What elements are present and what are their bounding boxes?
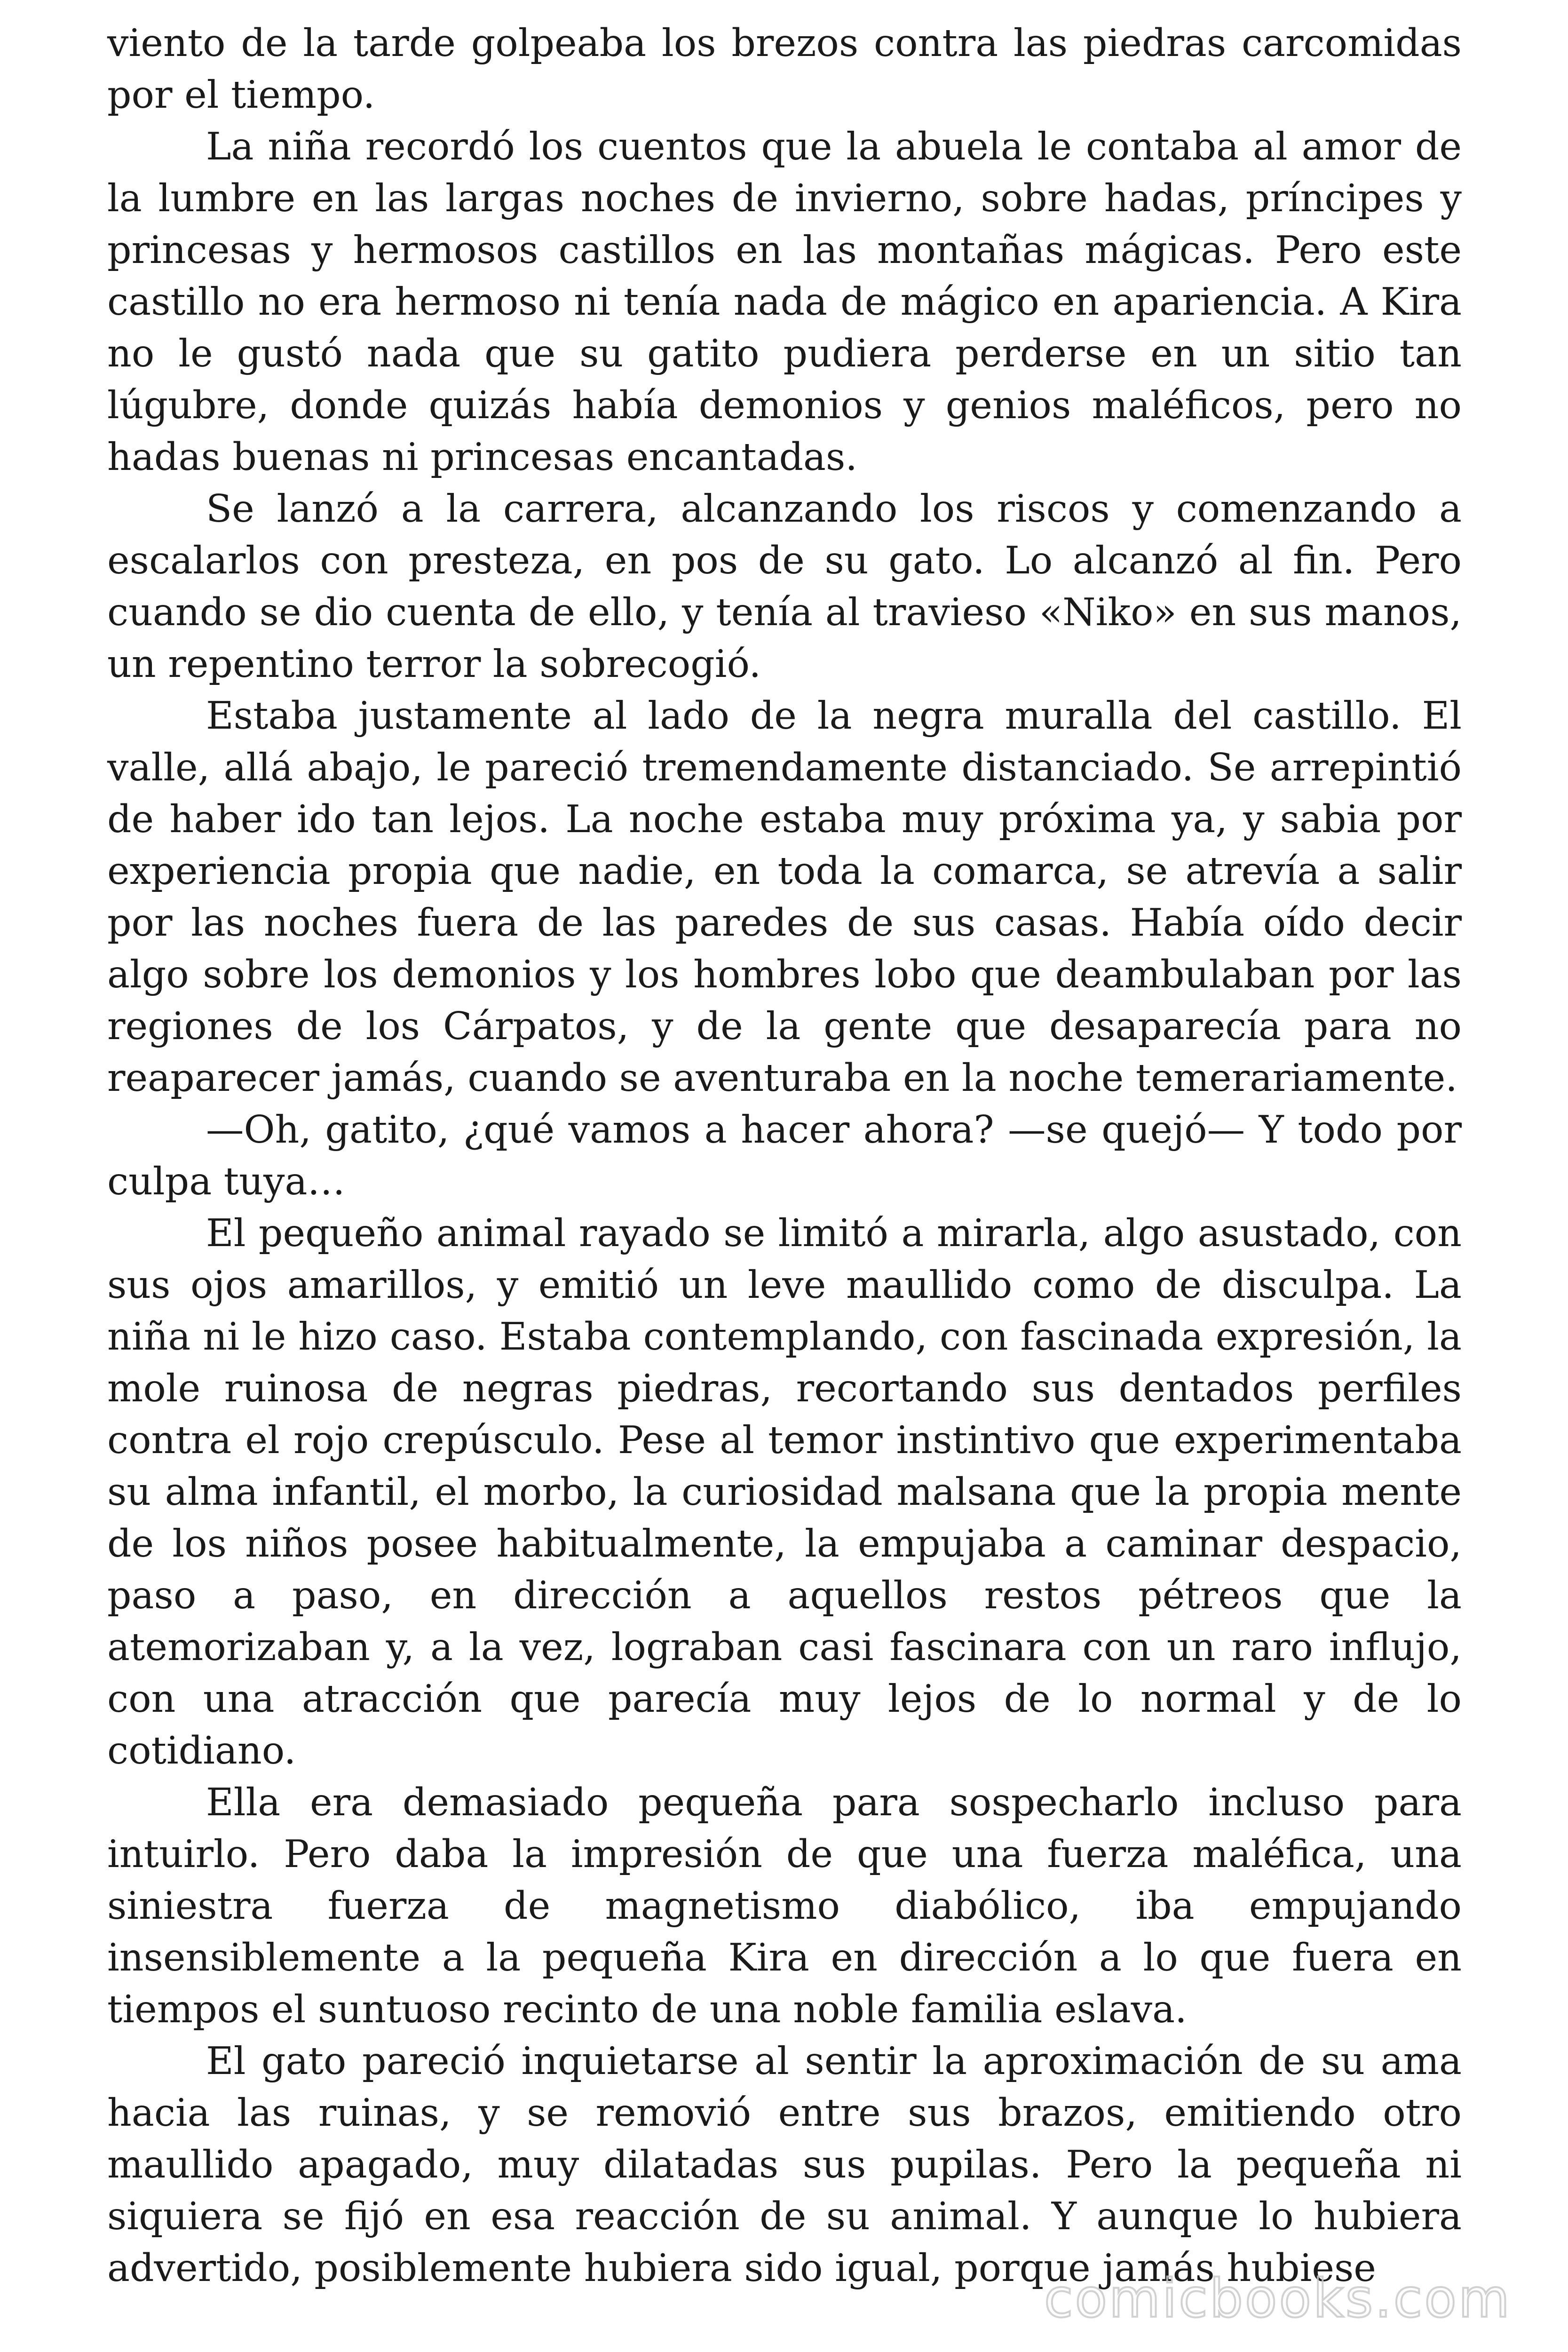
paragraph-5: —Oh, gatito, ¿qué vamos a hacer ahora? —se quejó— Y todo por culpa tuya… xyxy=(107,1107,1462,1203)
paragraph-3: Se lanzó a la carrera, alcanzando los riscos y comenzando a escalarlos con presteza, en pos de su gato. Lo alcanzó al fin. Pero cuando se dio cuenta de ello, y tenía al travieso «Niko» en sus manos, un repentino terror la sobrecogió. xyxy=(107,486,1462,686)
paragraph-1: viento de la tarde golpeaba los brezos contra las piedras carcomidas por el tiempo. xyxy=(107,21,1462,117)
paragraph-6: El pequeño animal rayado se limitó a mirarla, algo asustado, con sus ojos amarillos, y emitió un leve maullido como de disculpa. La niña ni le hizo caso. Estaba contemplando, con fascinada expresión, la mole ruinosa de negras piedras, recortando sus dentados perfiles contra el rojo crepúsculo. Pese al temor instintivo que experimentaba su alma infantil, el morbo, la curiosidad malsana que la propia mente de los niños posee habitualmente, la empujaba a caminar despacio, paso a paso, en dirección a aquellos restos pétreos que la atemorizaban y, a la vez, lograban casi fascinara con un raro influjo, con una atracción que parecía muy lejos de lo normal y de lo cotidiano. xyxy=(107,1211,1462,1772)
paragraph-8: El gato pareció inquietarse al sentir la aproximación de su ama hacia las ruinas, y se removió entre sus brazos, emitiendo otro maullido apagado, muy dilatadas sus pupilas. Pero la pequeña ni siquiera se fijó en esa reacción de su animal. Y aunque lo hubiera advertido, posiblemente hubiera sido igual, porque jamás hubiese xyxy=(107,2039,1462,2290)
paragraph-4: Estaba justamente al lado de la negra muralla del castillo. El valle, allá abajo, le pareció tremendamente distanciado. Se arrepintió de haber ido tan lejos. La noche estaba muy próxima ya, y sabia por experiencia propia que nadie, en toda la comarca, se atrevía a salir por las noches fuera de las paredes de sus casas. Había oído decir algo sobre los demonios y los hombres lobo que deambulaban por las regiones de los Cárpatos, y de la gente que desaparecía para no reaparecer jamás, cuando se aventuraba en la noche temerariamente. xyxy=(107,693,1462,1100)
paragraph-7: Ella era demasiado pequeña para sospecharlo incluso para intuirlo. Pero daba la impresión de que una fuerza maléfica, una siniestra fuerza de magnetismo diabólico, iba empujando insensiblemente a la pequeña Kira en dirección a lo que fuera en tiempos el suntuoso recinto de una noble familia eslava. xyxy=(107,1780,1462,2031)
watermark: comicbooks.com xyxy=(1044,2268,1512,2329)
paragraph-2: La niña recordó los cuentos que la abuela le contaba al amor de la lumbre en las largas noches de invierno, sobre hadas, príncipes y princesas y hermosos castillos en las montañas mágicas. Pero este castillo no era hermoso ni tenía nada de mágico en apariencia. A Kira no le gustó nada que su gatito pudiera perderse en un sitio tan lúgubre, donde quizás había demonios y genios maléficos, pero no hadas buenas ni princesas encantadas. xyxy=(107,124,1462,479)
page-text xyxy=(107,17,1462,2294)
